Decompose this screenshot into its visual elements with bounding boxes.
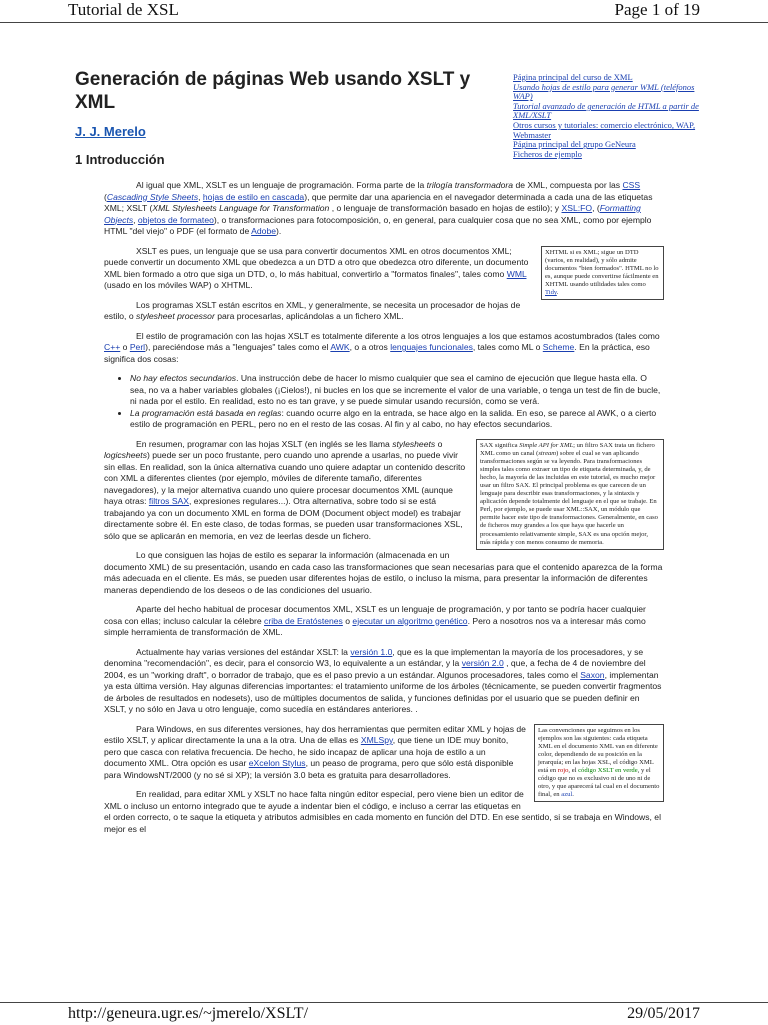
adobe-link[interactable]: Adobe (251, 226, 277, 236)
author-link[interactable]: J. J. Merelo (75, 124, 146, 139)
list-item: • La programación está basada en reglas: cuando ocurre algo en la entrada, se hace algo en la salida. En eso, se parece al AWK, o a cierto estilo de programación en PERL, pero no en el resto de las cosas. Al fin y al cabo, no hay efectos secundarios. (130, 408, 664, 431)
functional-languages-link[interactable]: lenguajes funcionales (390, 342, 473, 352)
footer-url: http://geneura.ugr.es/~jmerelo/XSLT/ (68, 1005, 309, 1022)
nav-link-geneura[interactable]: Página principal del grupo GeNeura (513, 139, 636, 150)
xslfo-link[interactable]: XSL:FO (561, 203, 593, 213)
page-number: Page 1 of 19 (614, 0, 700, 19)
paragraph-windows-tools: Para Windows, en sus diferentes versiones, hay dos herramientas que permiten editar XML y hojas de estilo XSLT, y aplicar directamente la una a la otra. Una de ellas es XMLSpy, que tiene un IDE muy bonito, pero que casca con relativa frecuencia. De hecho, he sido incapaz de aplicar una hoja de estilo a un documento XML. Otra opción es usar eXcelon Stylus, un peaso de programa, pero que sólo está disponible para WindowsNT/2000 (y no sé si XP); la versión 3.0 beta es gratuita para desarrolladores. (104, 723, 526, 780)
version-1-link[interactable]: versión 1.0 (350, 646, 393, 657)
paragraph-editors: En realidad, para editar XML y XSLT no hace falta ningún editor especial, pero viene bien un editor de XML o incluso un entorno integrado que te ayude a indentar bien el código, e incluso a cerrar las etiquetas en el orden correcto, o te saque la etiqueta y atributos admisibles en cada momento en función del DTD. En ese sentido, si se trabaja en Windows, el mejor es el (104, 789, 661, 834)
perl-link[interactable]: Perl (129, 342, 146, 352)
list-item: • No hay efectos secundarios. Una instrucción debe de hacer lo mismo cualquier que sea el camino de ejecución que llegue hasta ella. O sea, no va a haber variables globales (¡Cielos!), ni bucles en los que se incremente el valor de una variable, o tenga un test de fin de bucle, ni nada por el estilo. En realidad, esto no es tan grave, y se puede simular usando recursión, como se verá. (130, 373, 664, 408)
page-header (0, 0, 768, 23)
paragraph-programming-style: El estilo de programación con las hojas XSLT es totalmente diferente a los otros lenguajes a los que estamos acostumbrados (tales como C++ o Perl), pareciéndose más a "lenguajes" tales como el AWK, o a otros lenguajes funcionales, tales como ML o Scheme. En la práctica, eso significa dos cosas: (104, 330, 660, 364)
header-title: Tutorial de XSL (68, 0, 179, 19)
footer-date: 29/05/2017 (627, 1005, 700, 1022)
paragraph-separation: Lo que consiguen las hojas de estilo es separar la información (almacenada en un documento XML) de su presentación, usando en cada caso las transformaciones que sean necesarias para que el contenido aparezca de la forma más adecuada en el cliente. Es más, se pueden usar diferentes hojas de estilo, o incluso la misma, para presentar la información de diferentes maneras dependiendo de los deseos o de las condiciones del usuario. (104, 550, 663, 595)
paragraph-programming-language: Aparte del hecho habitual de procesar documentos XML, XSLT es un lenguaje de programación, y por tanto se podría hacer cualquier cosa con ellas; incluso calcular la célebre criba de Eratóstenes o ejecutar un algoritmo genético. Pero a nosotros nos va a interesar más como simple herramienta de transformación de XML. (104, 604, 646, 637)
paragraph-summary: En resumen, programar con las hojas XSLT (en inglés se les llama stylesheets o logicsheets) puede ser un poco frustante, pero cuando uno aprende a usarlas, no puede vivir sin ellas. En realidad, son la única alternativa cuando uno quiere adaptar un contenido descrito con XML a diferentes clientes (por ejemplo, móviles de diferente tamaño, diferentes navegadores), y la mejor alternativa cuando uno quiere procesar documentos XML (aunque haya otras: filtros SAX, expresiones regulares...). Otra alternativa, sobre todo si se está trabajando ya con un documento XML en forma de DOM (Document object model) es trabajar directamente sobre él. En este claso, de todas formas, se pueden usar transformaciones XSL, sólo que se aplicarán en memoria, en vez de leerlas desde un fichero. (104, 438, 466, 541)
excelon-stylus-link[interactable]: eXcelon Stylus (248, 758, 306, 768)
scheme-link[interactable]: Scheme (542, 342, 575, 352)
sax-filters-link[interactable]: filtros SAX (148, 496, 190, 506)
css-spanish-link[interactable]: hojas de estilo en cascada (202, 191, 305, 202)
cpp-link[interactable]: C++ (104, 342, 121, 352)
paragraph-processor: Los programas XSLT están escritos en XML, y generalmente, se necesita un procesador de hojas de estilo, o stylesheet processor para procesarlas, aplicándolas a un fichero XML. (104, 299, 521, 321)
tidy-link[interactable]: Tidy (545, 288, 557, 296)
saxon-link[interactable]: Saxon (580, 669, 605, 680)
wml-link[interactable]: WML (506, 268, 527, 279)
genetic-algorithm-link[interactable]: ejecutar un algoritmo genético (352, 615, 468, 626)
section-heading: 1 Introducción (75, 152, 165, 167)
css-link[interactable]: CSS (622, 180, 641, 190)
objetos-formateo-link[interactable]: objetos de formateo (137, 214, 214, 225)
sidebar-note-conventions: Las convenciones que seguimos en los ejemplos son las siguientes: cada etiqueta XML en el documento XML van en diferente color, dependiendo de su posición en la jerarquía; en las hojas XSL, el código XML está en rojo, el código XSLT en verde, y el código que no es exclusivo ni de uno ni de otro, y que aparecerá tal cual en el documento final, en azul. (534, 724, 664, 803)
nav-link-other-courses[interactable]: Otros cursos y tutoriales: comercio electrónico, WAP, Webmaster (513, 119, 696, 140)
awk-link[interactable]: AWK (330, 342, 350, 352)
page-title: Generación de páginas Web usando XSLT y XML (75, 69, 471, 113)
paragraph-intro: Al igual que XML, XSLT es un lenguaje de programación. Forma parte de la trilogía transformadora de XML, compuesta por las CSS (Cascading Style Sheets, hojas de estilo en cascada), que permite dar una apariencia en el navegador determinada a cada una de las etiquetas XML; XSLT (XML Stylesheets Language for Transformation , o lenguaje de transformación basado en hojas de estilo); y XSL:FO, (Formatting Objects, objetos de formateo), o transformaciones para fotocomposición, o, en general, para cualquier cosa que no sea XML, como por ejemplo HTML "del viejo" o PDF (el formato de Adobe). (104, 180, 653, 236)
eratosthenes-link[interactable]: criba de Eratóstenes (264, 615, 343, 626)
sidebar-note-sax: SAX significa Simple API for XML; un filtro SAX trata un fichero XML como un canal (stream) sobre el cual se van aplicando transformaciones según se va leyendo. Para transformaciones simples tales como extraer un tipo de etiqueta determinada, y, de hecho, la mayoría de las incluidas en este tutorial, es mucho mejor usar un filtro SAX. El principal problema es que carecen de un lenguaje para describir esas transformaciones, y la sintaxis y aplicación depende totalmente del lenguaje en el que se trabaje. En Perl, por ejemplo, se puede usar XML::SAX, un módulo que permite hacer este tipo de transformaciones. Generalmente, en caso de ficheros muy grandes a los que haya que hacerle un procesamiento relativamente simple, SAX es una opción mejor, más rápida y con menos consumo de memoria. (476, 439, 664, 550)
formatting-objects-link[interactable]: Formatting Objects (104, 203, 641, 225)
version-2-link[interactable]: versión 2.0 (461, 658, 504, 668)
nav-link-advanced-tutorial[interactable]: Tutorial avanzado de generación de HTML a partir de XML/XSLT (513, 100, 699, 121)
css-fullname-link[interactable]: Cascading Style Sheets (106, 191, 199, 202)
paragraph-versions: Actualmente hay varias versiones del estándar XSLT: la versión 1.0, que es la que implementan la mayoría de los procesadores, y se denomina "recomendación", es decir, para el consorcio W3, lo equivalente a un estándar, y la versión 2.0 , que, a fecha de 4 de noviembre del 2004, es un "working draft", o borrador de trabajo, que es el paso previo a un estándar. Algunos procesadores, tales como el Saxon, implementan ya esta última versión. Hay algunas diferencias importantes: el tratamiento uniforme de los árboles (técnicamente, se pueden convertir fragmentos de árboles de resultados en nodesets), uso de múltiples documentos de salida, y funciones definidas por el usuario que se pueden definir en XSLT, y no sólo en Java u otro lenguaje, como sucedía en estándares anteriores. . (104, 646, 662, 714)
bullet-list (104, 373, 664, 431)
sidebar-note-xhtml: XHTML si es XML; sigue un DTD (varios, en realidad), y sólo admite documentos "bien formados". HTML no lo es, aunque puede convertirse fácilmente en XHTML usando utilidades tales como Tidy. (541, 246, 664, 301)
page-footer (0, 1002, 768, 1025)
paragraph-xslt-purpose: XSLT es pues, un lenguaje que se usa para convertir documentos XML en otros documentos XML; puede convertir un documento XML que obedezca a un DTD a otro que obedezca otro diferente, un documento XML bien formado a otro que siga un DTD, o, lo más habitual, convertirlo a "formatos finales", tales como WML (usado en los móviles WAP) o XHTML. (104, 245, 529, 290)
nav-link-example-files[interactable]: Ficheros de ejemplo (513, 148, 582, 159)
nav-links (513, 73, 703, 159)
nav-link-course-home[interactable]: Página principal del curso de XML (513, 72, 633, 82)
nav-link-wml[interactable]: Usando hojas de estilo para generar WML (teléfonos WAP) (513, 81, 695, 102)
article-body (104, 180, 664, 843)
xmlspy-link[interactable]: XMLSpy (360, 735, 393, 745)
